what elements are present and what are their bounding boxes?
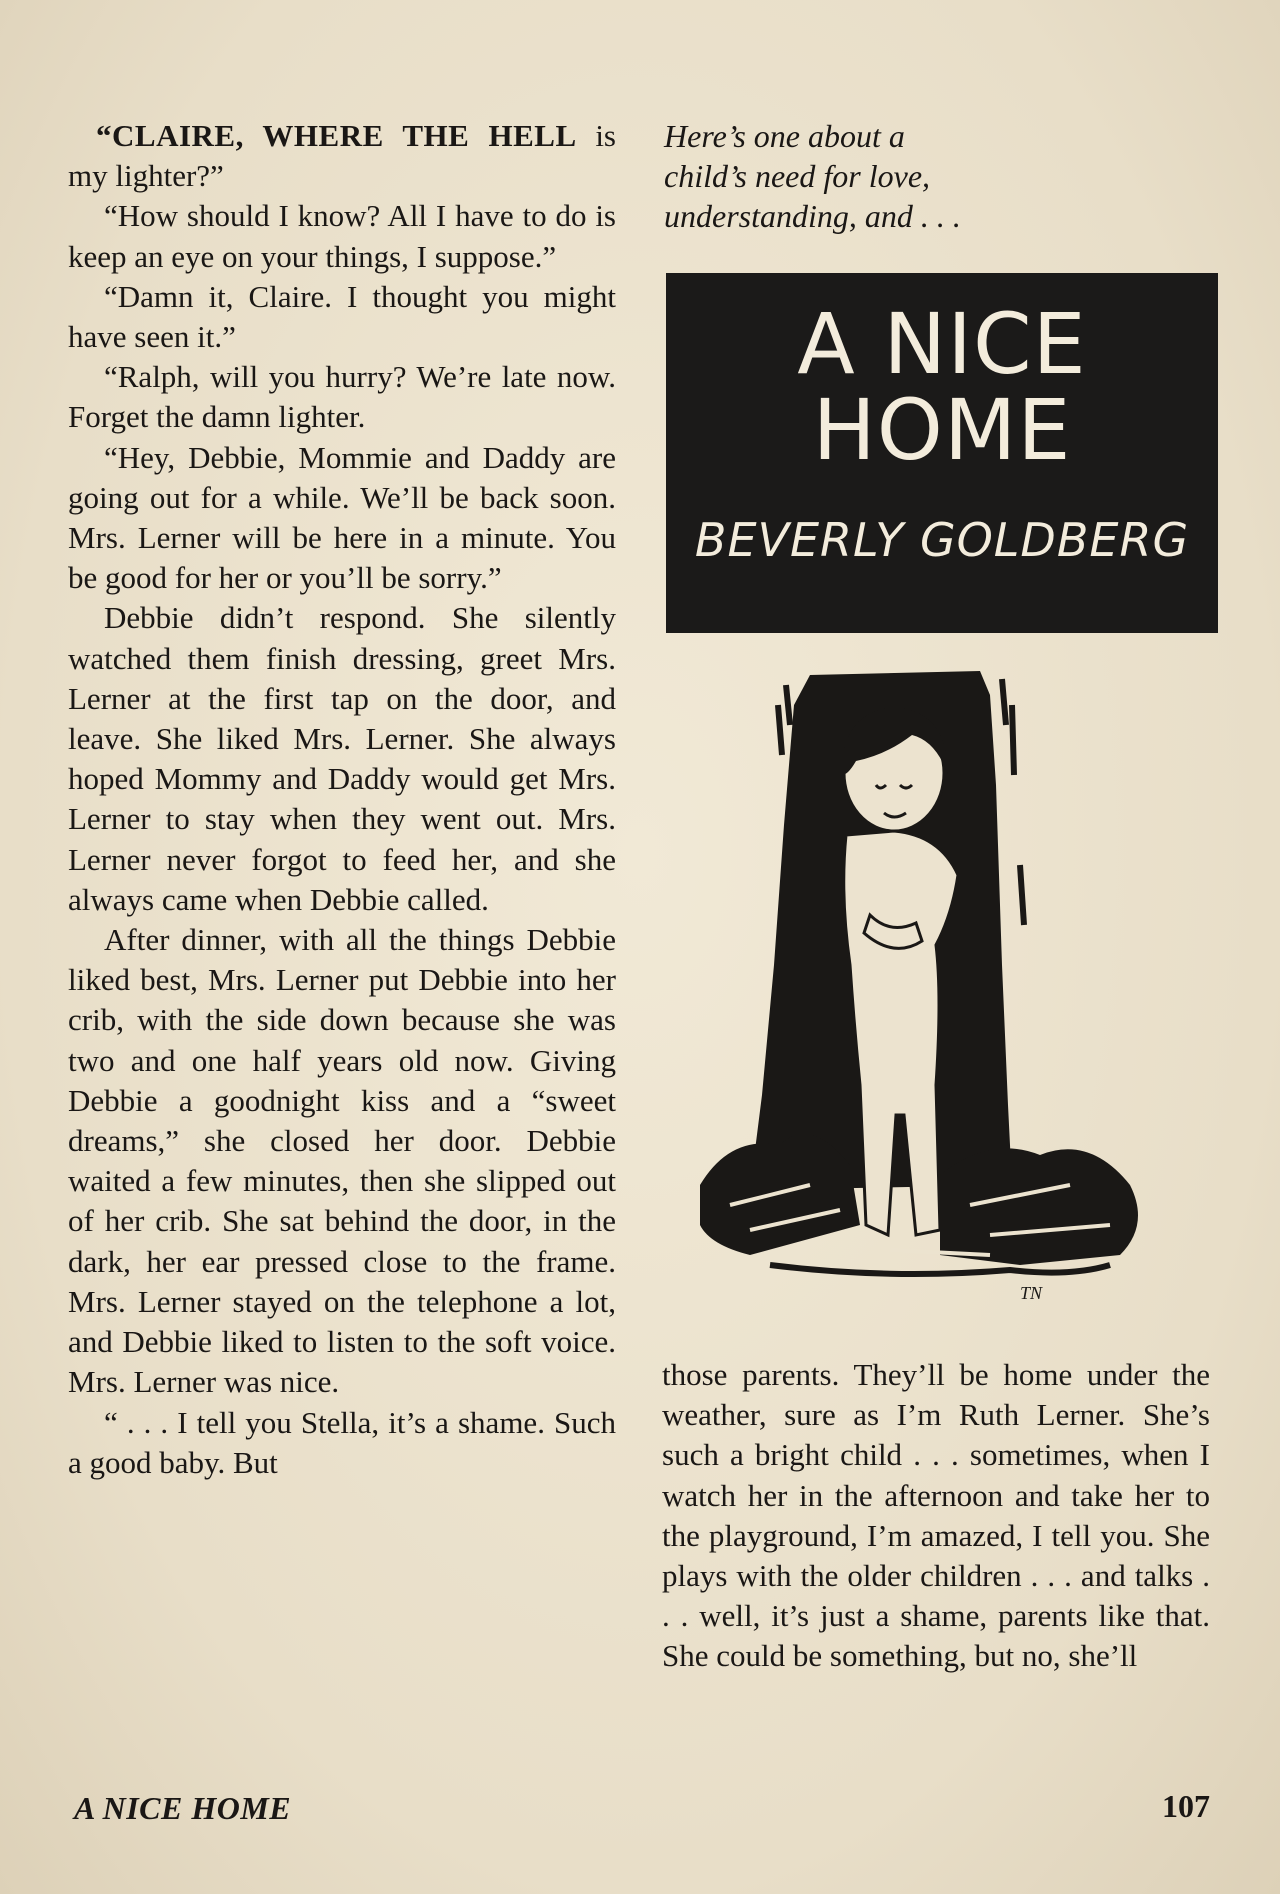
paragraph-text: is my lighter?” <box>68 118 616 194</box>
paragraph-3: “Damn it, Claire. I thought you might have seen it.” <box>68 278 616 355</box>
paragraph-2: “How should I know? All I have to do is keep an eye on your things, I suppose.” <box>68 198 616 274</box>
paragraph-7: After dinner, with all the things Debbie liked best, Mrs. Lerner put Debbie into her crib, with the side down because she was two and one half years old now. Giving Debbie a goodnight kiss and a “sweet dreams,” she closed her door. Debbie waited a few minutes, then she slipped out of her crib. She sat behind the door, in the dark, her ear pressed close to the frame. Mrs. Lerner stayed on the telephone a lot, and Debbie liked to listen to the soft voice. Mrs. Lerner was nice. <box>68 922 616 1400</box>
story-title-line-2: HOME <box>812 381 1072 479</box>
running-footer-title: A NICE HOME <box>74 1790 292 1826</box>
intro-line-3: understanding, and . . . <box>664 198 961 234</box>
intro-line-1: Here’s one about a <box>664 118 905 154</box>
story-intro-blurb <box>664 116 1084 236</box>
paragraph-1 <box>68 116 616 196</box>
paragraph-continuation: those parents. They’ll be home under the weather, sure as I’m Ruth Lerner. She’s such a bright child . . . sometimes, when I watch her in the afternoon and take her to the playground, I’m amazed, I tell you. She plays with the older children . . . and talks . . . well, it’s just a shame, parents like that. She could be something, but no, she’ll <box>662 1357 1210 1674</box>
story-title-line-1: A NICE <box>797 295 1087 393</box>
opening-caps: “CLAIRE, WHERE THE HELL <box>96 118 577 153</box>
intro-line-2: child’s need for love, <box>664 158 931 194</box>
paragraph-8: “ . . . I tell you Stella, it’s a shame. Such a good baby. But <box>68 1404 616 1480</box>
page-number: 107 <box>1162 1788 1210 1824</box>
story-column-right <box>662 1355 1210 1677</box>
story-column-left <box>68 116 616 1483</box>
paragraph-6: Debbie didn’t respond. She silently watched them finish dressing, greet Mrs. Lerner at the first tap on the door, and leave. She liked Mrs. Lerner. She always hoped Mommy and Daddy would get Mrs. Lerner to stay when they went out. Mrs. Lerner never forgot to feed her, and she always came when Debbie called. <box>68 600 616 917</box>
paragraph-5: “Hey, Debbie, Mommie and Daddy are going out for a while. We’ll be back soon. Mrs. Lerner will be here in a minute. You be good for her or you’ll be sorry.” <box>68 439 616 596</box>
paragraph-4: “Ralph, will you hurry? We’re late now. Forget the damn lighter. <box>68 359 616 435</box>
child-in-doorway-illustration <box>690 665 1160 1305</box>
illustrator-signature: TN <box>1020 1283 1043 1303</box>
author-byline: BEVERLY GOLDBERG <box>694 513 1190 567</box>
title-box <box>666 273 1218 633</box>
